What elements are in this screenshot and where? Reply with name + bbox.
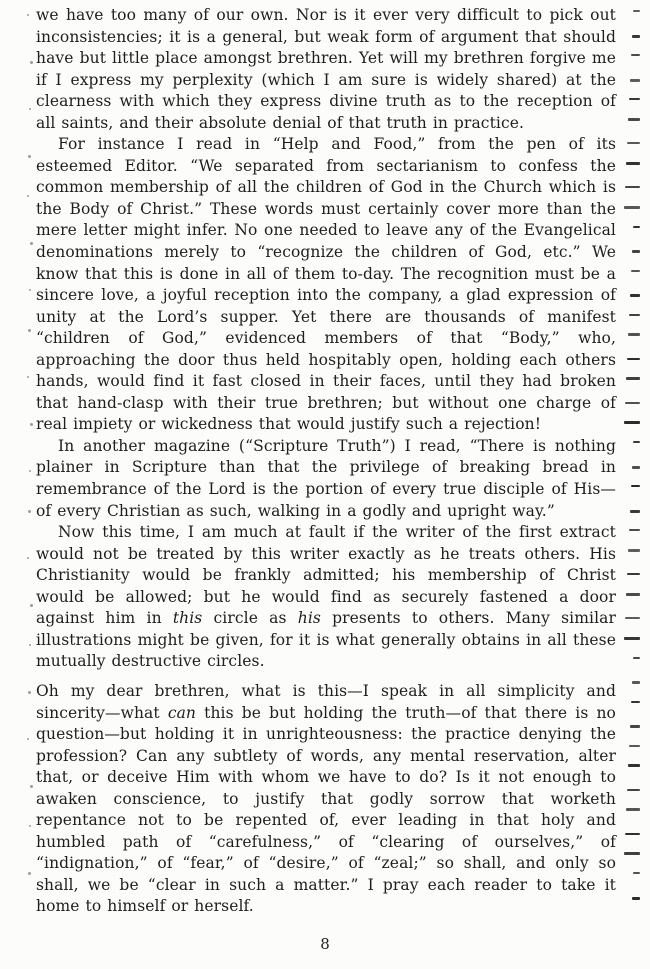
page-text — [36, 5, 616, 918]
scan-edge-mark — [627, 358, 640, 360]
scan-speck — [29, 108, 31, 110]
scan-edge-mark — [633, 10, 640, 12]
paragraph — [36, 522, 616, 673]
scan-edge-mark — [628, 333, 640, 336]
scan-speck — [29, 644, 31, 646]
paragraph — [36, 681, 616, 918]
scan-speck — [27, 557, 29, 559]
scan-speck — [28, 329, 31, 332]
scan-edge-mark — [626, 377, 640, 380]
scan-edge-mark — [628, 118, 640, 121]
scan-edge-mark — [633, 441, 640, 443]
scan-edge-mark — [631, 54, 640, 56]
text-segment: In another magazine (“Scripture Truth”) I read, “There is nothing plainer in Scripture than that the privilege of breaking bread in remembrance of the Lord is the portion of every true disciple of His—of every Christian as such, walking in a godly and upright way.” — [36, 436, 616, 520]
scan-edge-mark — [632, 250, 640, 253]
scan-speck — [28, 155, 31, 158]
scan-edge-mark — [624, 206, 640, 209]
scan-speck — [27, 14, 29, 16]
scan-speck — [28, 691, 31, 694]
scan-speck — [27, 738, 29, 740]
scan-edge-mark — [632, 466, 640, 469]
scan-speck — [30, 604, 33, 607]
scan-edge-mark — [631, 270, 640, 272]
scan-edge-mark — [625, 833, 640, 835]
scan-edge-mark — [633, 657, 640, 659]
scan-edge-mark — [629, 529, 640, 531]
scan-edge-mark — [632, 681, 640, 684]
text-segment: circle as — [202, 609, 298, 628]
paragraph — [36, 5, 616, 134]
text-segment: For instance I read in “Help and Food,” from the pen of its esteemed Editor. “We separated from sectarianism to confess the common membership of all the children of God in the Church which is the Body of Christ.” These words must certainly cover more than the mere letter might infer. No one needed to leave any of the Evangelical denominations merely to “recognize the children of God, etc.” We know that this is done in all of them to-day. The recognition must be a sincere love, a joyful reception into the company, a glad expression of unity at the Lord’s supper. Yet there are thousands of manifest “children of God,” evidenced members of that “Body,” who, approaching the door thus held hospitably open, holding each others hands, would find it fast closed in their faces, until they had broken that hand-clasp with their true brethren; but without one charge of real impiety or wickedness that would justify such a rejection! — [36, 135, 616, 434]
text-segment: we have too many of our own. Nor is it ever very difficult to pick out inconsistencies; it is a general, but weak form of argument that should have but little place amongst brethren. Yet will my brethren forgive me if I express my perplexity (which I am sure is widely shared) at the clearness with which they express divine truth as to the reception of all saints, and their absolute denial of that truth in practice. — [36, 6, 616, 132]
scan-edge-mark — [624, 852, 640, 855]
scan-edge-mark — [631, 485, 640, 487]
scan-edge-mark — [624, 421, 640, 424]
scan-speck — [29, 825, 31, 827]
scan-edge-mark — [632, 897, 640, 900]
scan-edge-mark — [628, 549, 640, 552]
scan-speck — [29, 289, 31, 291]
text-segment: Now this time, I am much at fault if the writer of the first extract would not be treated by this writer exactly as he treats others. His Christianity would be frankly admitted; his membership of Christ would be allowed; but he would find as securely fastened a door against him in — [36, 523, 616, 628]
paragraph — [36, 134, 616, 436]
scan-edge-mark — [626, 808, 640, 811]
scan-edge-mark — [624, 637, 640, 640]
scan-speck — [30, 423, 33, 426]
scan-speck — [30, 242, 33, 245]
scan-edge-mark — [627, 142, 640, 144]
scan-speck — [27, 376, 29, 378]
page-number: 8 — [320, 935, 330, 953]
scan-edge-mark — [629, 98, 640, 100]
scan-edge-mark — [630, 510, 640, 513]
paragraph — [36, 436, 616, 522]
scan-edge-mark — [633, 226, 640, 228]
scan-edge-mark — [631, 701, 640, 703]
italic-text-segment: can — [167, 703, 197, 722]
scan-edge-mark — [626, 593, 640, 596]
scan-edge-mark — [628, 764, 640, 767]
scan-edge-mark — [625, 402, 640, 404]
scan-speck — [30, 61, 33, 64]
scan-speck — [28, 872, 31, 875]
scan-edge-mark — [632, 35, 640, 38]
scan-edge-mark — [629, 745, 640, 747]
scan-edge-mark — [630, 725, 640, 728]
scan-edge-mark — [629, 314, 640, 316]
scan-edge-mark — [626, 162, 640, 165]
scan-edge-mark — [633, 872, 640, 874]
scan-edge-mark — [627, 789, 640, 791]
scan-edge-mark — [627, 573, 640, 575]
text-segment: Oh my dear brethren, what is this—I speak in all simplicity and sincerity—what — [36, 681, 616, 722]
text-segment: this be but holding the truth—of that there is no question—but holding it in unrighteousness: the practice denying the profession? Can any subtlety of words, any mental reservation, alter that, or deceive Him with whom we have to do? Is it not enough to awaken conscience, to justify that godly sorrow that worketh repentance not to be repented of, ever leading in that holy and humbled path of “carefulness,” of “clearing of ourselves,” of “indignation,” of “fear,” of “desire,” of “zeal;” so shall, and only so shall, we be “clear in such a matter.” I pray each reader to take it home to himself or herself. — [36, 703, 616, 916]
scan-edge-mark — [630, 294, 640, 297]
italic-text-segment: his — [297, 609, 321, 628]
scan-edge-mark — [625, 186, 640, 188]
text-segment: presents to others. Many similar illustrations might be given, for it is what generally obtains in all these mutually destructive circles. — [36, 609, 616, 671]
scan-speck — [27, 195, 29, 197]
italic-text-segment: this — [172, 609, 203, 628]
scan-speck — [28, 510, 31, 513]
scan-edge-mark — [630, 79, 640, 82]
scan-speck — [30, 785, 33, 788]
scan-edge-mark — [625, 617, 640, 619]
scan-speck — [29, 470, 31, 472]
